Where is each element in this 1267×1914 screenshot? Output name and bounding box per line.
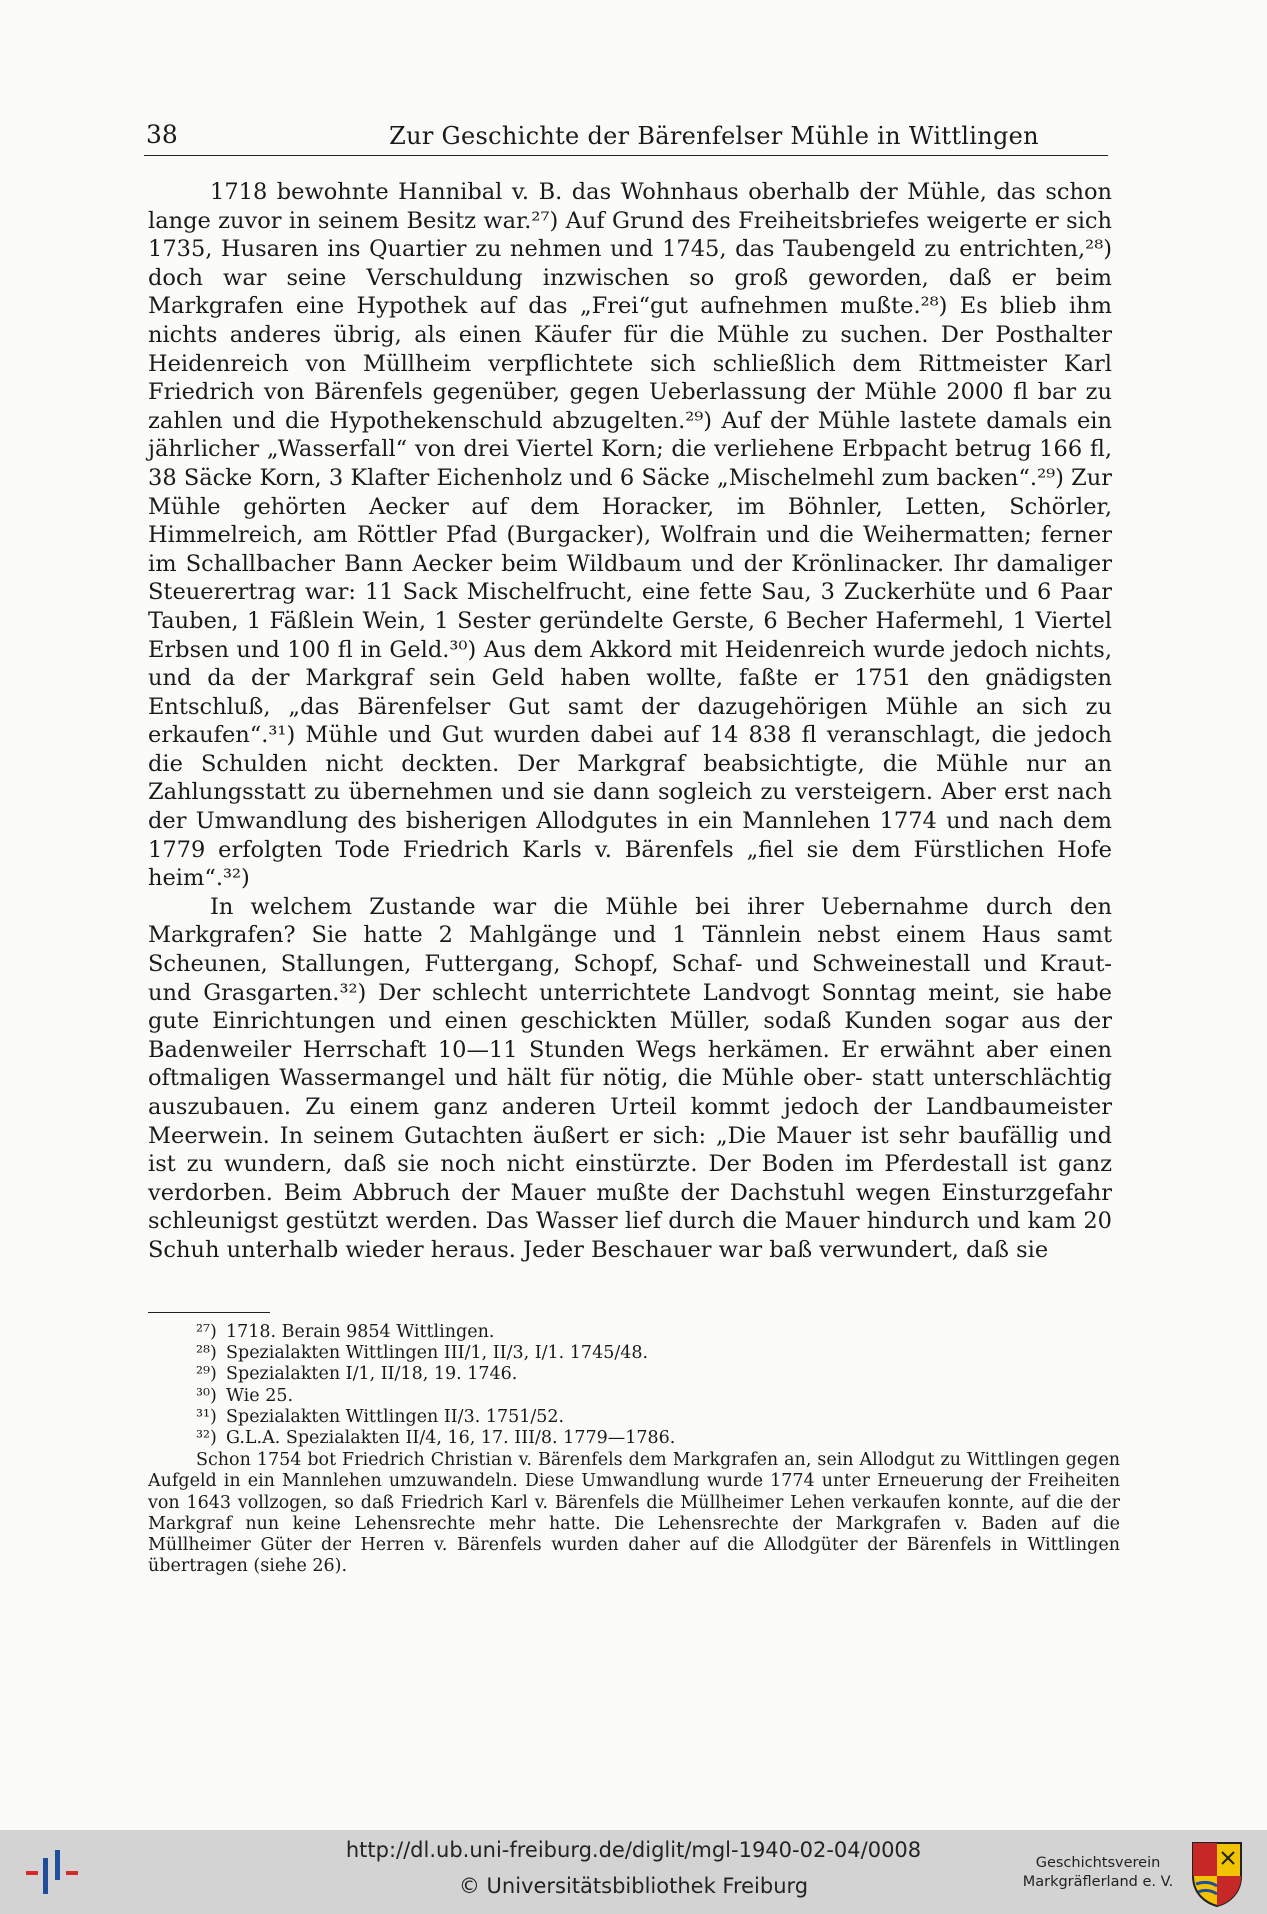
viewer-footer [0,1830,1267,1914]
permalink-url[interactable]: http://dl.ub.uni-freiburg.de/diglit/mgl-1940-02-04/0008 [345,1838,922,1862]
footnote-text: Spezialakten I/1, II/18, 19. 1746. [226,1364,518,1385]
header-rule [144,155,1108,156]
footnote [148,1322,1120,1343]
society-name-line: Geschichtsverein [1035,1855,1161,1871]
footnote [148,1364,1120,1385]
footnote-text: Spezialakten Wittlingen III/1, II/3, I/1. 1745/48. [226,1343,649,1364]
paragraph: In welchem Zustande war die Mühle bei ihrer Uebernahme durch den Markgrafen? Sie hatte 2 Mahlgänge und 1 Tännlein nebst einem Haus samt Scheunen, Stallungen, Futtergang, Schopf, Schaf- und Schweinestall und Kraut- und Grasgarten.³²) Der schlecht unterrichtete Landvogt Sonntag meint, sie habe gute Einrichtungen und einen geschickten Müller, sodaß Kunden sogar aus der Badenweiler Herrschaft 10—11 Stunden Wegs herkämen. Er erwähnt aber einen oftmaligen Wassermangel und hält für nötig, die Mühle ober- statt unterschlächtig auszubauen. Zu einem ganz anderen Urteil kommt jedoch der Landbaumeister Meerwein. In seinem Gutachten äußert er sich: „Die Mauer ist sehr baufällig und ist zu wundern, daß sie noch nicht einstürzte. Der Boden im Pferdestall ist ganz verdorben. Beim Abbruch der Mauer mußte der Dachstuhl wegen Einsturzgefahr schleunigst gestützt werden. Das Wasser lief durch die Mauer hindurch und kam 20 Schuh unterhalb wieder heraus. Jeder Beschauer war baß verwundert, daß sie [148,893,1112,1263]
page-number: 38 [146,120,178,149]
footnote-text: Spezialakten Wittlingen II/3. 1751/52. [226,1406,565,1427]
footnote-text: G.L.A. Spezialakten II/4, 16, 17. III/8. 1779—1786. [226,1428,676,1449]
footnote [148,1428,1120,1449]
society-name-line: Markgräflerland e. V. [1022,1874,1174,1890]
running-title: Zur Geschichte der Bärenfelser Mühle in Wittlingen [389,122,1039,150]
footnote [148,1407,1120,1428]
society-name [1018,1854,1178,1892]
footnote-number: ²⁸) [196,1343,217,1364]
footnote-text: 1718. Berain 9854 Wittlingen. [226,1322,495,1342]
footnote-continuation: Schon 1754 bot Friedrich Christian v. Bärenfels dem Markgrafen an, sein Allodgut zu Wittlingen gegen Aufgeld in ein Mannlehen umzuwandeln. Diese Umwandlung wurde 1774 unter Erneuerung der Freiheiten von 1643 vollzogen, so daß Friedrich Karl v. Bärenfels die Müllheimer Lehen verkaufen konnte, auf die der Markgraf nun keine Lehensrechte mehr hatte. Die Lehensrechte der Markgrafen v. Baden auf die Müllheimer Güter der Herren v. Bärenfels wurden daher auf die Allodgüter der Bärenfels in Wittlingen übertragen (siehe 26). [148,1450,1120,1577]
footnote-number: ²⁹) [196,1364,217,1385]
copyright-notice: © Universitätsbibliothek Freiburg [458,1874,809,1898]
paragraph: 1718 bewohnte Hannibal v. B. das Wohnhaus oberhalb der Mühle, das schon lange zuvor in seinem Besitz war.²⁷) Auf Grund des Freiheitsbriefes weigerte er sich 1735, Husaren ins Quartier zu nehmen und 1745, das Taubengeld zu entrichten,²⁸) doch war seine Verschuldung inzwischen so groß geworden, daß er beim Markgrafen eine Hypothek auf das „Frei“gut aufnehmen mußte.²⁸) Es blieb ihm nichts anderes übrig, als einen Käufer für die Mühle zu suchen. Der Posthalter Heidenreich von Müllheim verpflichtete sich schließlich dem Rittmeister Karl Friedrich von Bärenfels gegenüber, gegen Ueberlassung der Mühle 2000 fl bar zu zahlen und die Hypothekenschuld abzugelten.²⁹) Auf der Mühle lastete damals ein jährlicher „Wasserfall“ von drei Viertel Korn; die verliehene Erbpacht betrug 166 fl, 38 Säcke Korn, 3 Klafter Eichenholz und 6 Säcke „Mischelmehl zum backen“.²⁹) Zur Mühle gehörten Aecker auf dem Horacker, im Böhnler, Letten, Schörler, Himmelreich, am Röttler Pfad (Burgacker), Wolfrain und die Weihermatten; ferner im Schallbacher Bann Aecker beim Wildbaum und der Krönlinacker. Ihr damaliger Steuerertrag war: 11 Sack Mischelfrucht, eine fette Sau, 3 Zuckerhüte und 6 Paar Tauben, 1 Fäßlein Wein, 1 Sester geründelte Gerste, 6 Becher Hafermehl, 1 Viertel Erbsen und 100 fl in Geld.³⁰) Aus dem Akkord mit Heidenreich wurde jedoch nichts, und da der Markgraf sein Geld haben wollte, faßte er 1751 den gnädigsten Entschluß, „das Bärenfelser Gut samt der dazugehörigen Mühle an sich zu erkaufen“.³¹) Mühle und Gut wurden dabei auf 14 838 fl veranschlagt, die jedoch die Schulden nicht deckten. Der Markgraf beabsichtigte, die Mühle nur an Zahlungsstatt zu übernehmen und sie dann sogleich zu versteigern. Aber erst nach der Umwandlung des bisherigen Allodgutes in ein Mannlehen 1774 und nach dem 1779 erfolgten Tode Friedrich Karls v. Bärenfels „fiel sie dem Fürstlichen Hofe heim“.³²) [148,179,1112,892]
footnote-text: Wie 25. [226,1385,294,1406]
footnote-number: ³²) [196,1428,217,1449]
footnote-rule [148,1312,270,1313]
footnote-number: ²⁷) [196,1322,217,1342]
main-text [148,178,1112,1265]
footnote-number: ³¹) [196,1406,217,1427]
society-crest-icon[interactable] [1190,1840,1244,1908]
page-header [144,120,1108,154]
footnote-number: ³⁰) [196,1385,217,1406]
footnote [148,1343,1120,1364]
footnotes [148,1322,1120,1577]
footnote [148,1386,1120,1407]
